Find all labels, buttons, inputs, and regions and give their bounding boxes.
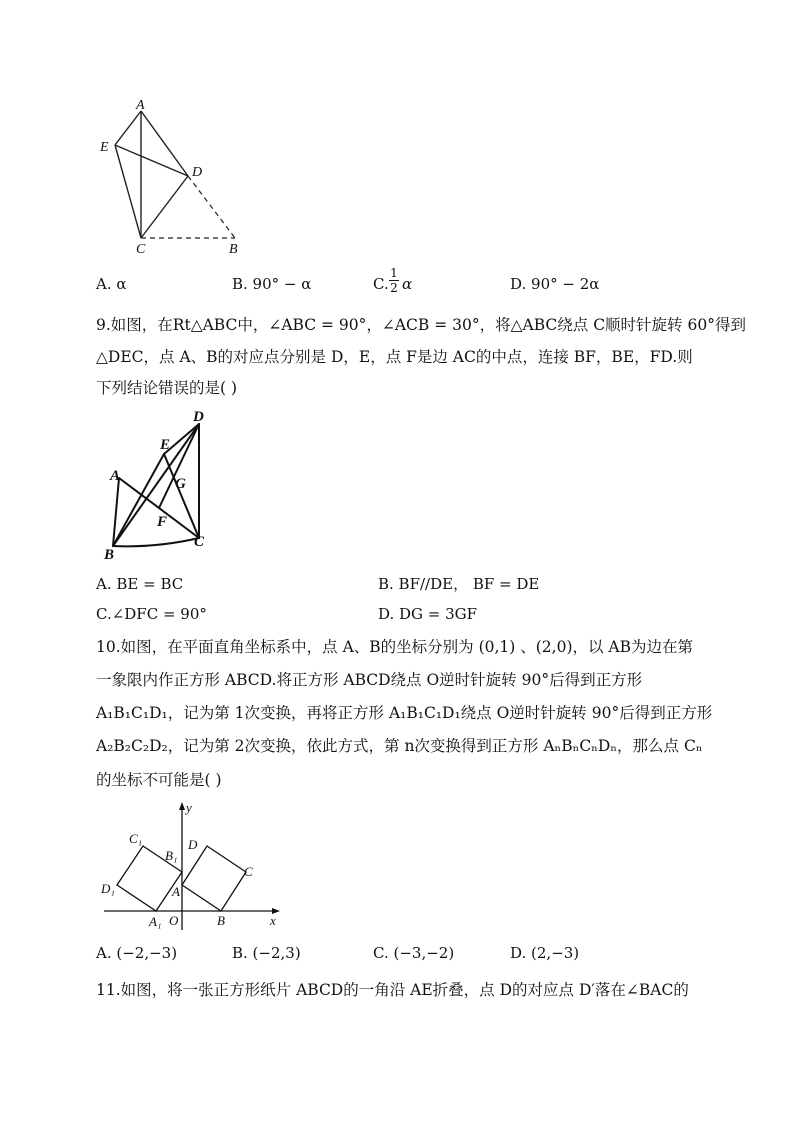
- option-8c-prefix: C.: [373, 275, 389, 293]
- label-E: E: [100, 140, 109, 155]
- label-B: B: [217, 913, 225, 928]
- q10-line4: A₂B₂C₂D₂，记为第 2次变换，依此方式，第 n次变换得到正方形 AₙBₙCₙDₙ，那么点 Cₙ: [96, 737, 703, 755]
- option-9d: D. DG = 3GF: [378, 605, 478, 623]
- label-B1: B₁: [165, 848, 178, 863]
- label-A1: A₁: [149, 914, 162, 929]
- label-A: A: [172, 884, 180, 899]
- label-D: D: [193, 409, 204, 425]
- option-10b: B. (−2,3): [232, 944, 301, 962]
- option-8c-var: α: [402, 275, 413, 293]
- label-G: G: [175, 476, 186, 492]
- axis-y-label: y: [186, 800, 192, 815]
- q10-line1: 10.如图，在平面直角坐标系中，点 A、B的坐标分别为 (0,1) 、(2,0)，以 AB为边在第: [96, 638, 694, 656]
- label-D: D: [188, 837, 198, 852]
- q9-line1: 9.如图，在Rt△ABC中，∠ABC = 90°，∠ACB = 30°，将△ABC绕点 C顺时针旋转 60°得到: [96, 316, 746, 334]
- label-A: A: [110, 468, 121, 484]
- label-E: E: [160, 437, 171, 453]
- label-C1: C₁: [129, 831, 143, 846]
- label-F: F: [157, 514, 168, 530]
- label-B: B: [104, 547, 115, 563]
- option-10c: C. (−3,−2): [373, 944, 455, 962]
- q11-line1: 11.如图，将一张正方形纸片 ABCD的一角沿 AE折叠，点 D的对应点 D′落在∠BAC的: [96, 981, 689, 999]
- q10-line2: 一象限内作正方形 ABCD.将正方形 ABCD绕点 O逆时针旋转 90°后得到正方形: [96, 671, 643, 689]
- q9-line2: △DEC，点 A、B的对应点分别是 D，E，点 F是边 AC的中点，连接 BF，BE，FD.则: [96, 348, 693, 366]
- figure-q8: [90, 90, 260, 260]
- option-8c-fraction: [389, 266, 399, 295]
- q9-line3: 下列结论错误的是( ): [96, 379, 238, 397]
- label-D1: D₁: [101, 881, 115, 896]
- axis-x-label: x: [270, 913, 276, 928]
- option-8d: D. 90° − 2α: [510, 275, 600, 293]
- figure-q10: [96, 798, 286, 933]
- option-8b: B. 90° − α: [232, 275, 312, 293]
- label-C: C: [194, 534, 205, 550]
- label-D: D: [192, 165, 203, 180]
- fraction-numerator: 1: [390, 266, 398, 280]
- label-C: C: [136, 242, 146, 257]
- option-9b: B. BF//DE， BF = DE: [378, 575, 540, 593]
- label-B: B: [229, 242, 238, 257]
- label-O: O: [169, 913, 179, 928]
- q10-line3: A₁B₁C₁D₁，记为第 1次变换，再将正方形 A₁B₁C₁D₁绕点 O逆时针旋转 90°后得到正方形: [96, 704, 713, 722]
- option-8a: A. α: [96, 275, 127, 293]
- figure-q9: [96, 402, 221, 567]
- label-A: A: [136, 98, 145, 113]
- option-10d: D. (2,−3): [510, 944, 580, 962]
- fraction-denominator: 2: [390, 281, 398, 295]
- option-10a: A. (−2,−3): [96, 944, 178, 962]
- option-9a: A. BE = BC: [96, 575, 184, 593]
- label-C: C: [244, 864, 253, 879]
- q10-line5: 的坐标不可能是( ): [96, 771, 222, 789]
- option-9c: C.∠DFC = 90°: [96, 605, 207, 623]
